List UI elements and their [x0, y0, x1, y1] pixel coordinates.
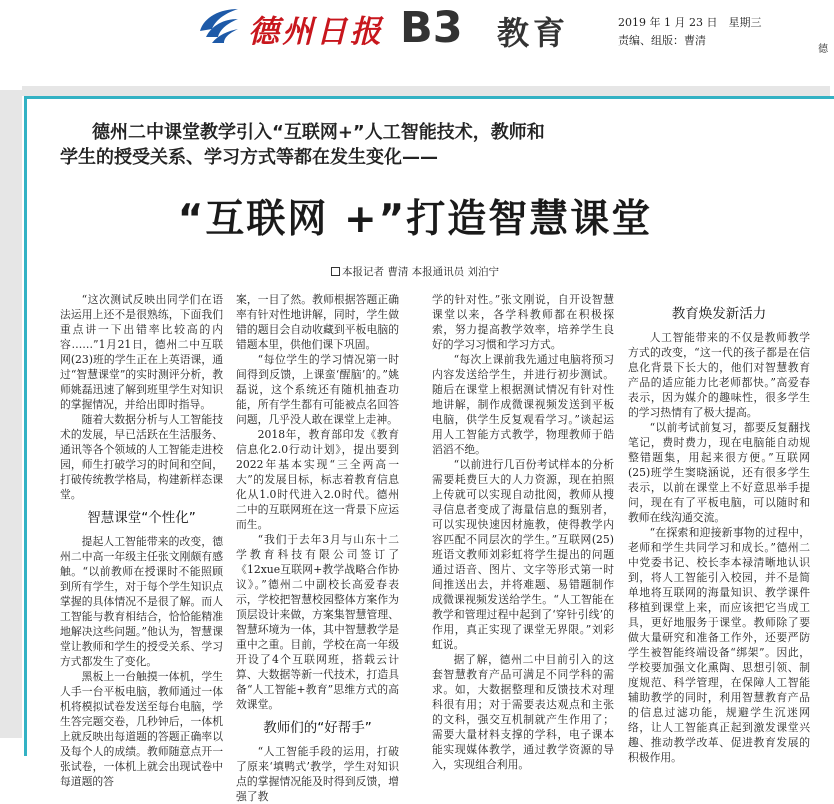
- column-3: [432, 292, 614, 772]
- issue-date: 2019 年 1 月 23 日 星期三: [618, 16, 762, 29]
- paragraph: 2018年，教育部印发《教育信息化2.0行动计划》，提出要到2022年基本实现“三全两高一大”的发展目标，标志着教育信息化从1.0时代进入2.0时代。德州二中的互联网班在这一背景下应运而生。: [236, 428, 399, 531]
- paragraph: 人工智能带来的不仅是教师教学方式的改变，“这一代的孩子都是在信息化背景下长大的，他们对智慧教育产品的适应能力比老师都快。”高爱春表示，因为媒介的趣味性，很多学生的学习热情有了极大提高。: [628, 331, 810, 419]
- square-icon: [331, 267, 340, 276]
- article-headline: “互联网 +”打造智慧课堂: [177, 197, 653, 242]
- wing-logo-icon: [196, 5, 242, 45]
- paragraph: “在探索和迎接新事物的过程中，老师和学生共同学习和成长。”德州二中党委书记、校长李本禄清晰地认识到，将人工智能引入校园，并不是简单地将互联网的海量知识、教学课件移植到课堂上来，而应该把它当成工具，更好地服务于课堂。教师除了要做大量研究和准备工作外，还要严防学生被智能终端设备“绑架”。因此，学校要加强文化熏陶、思想引领、制度规范、科学管理，在保障人工智能辅助教学的同时，利用智慧教育产品的信息过滤功能，规避学生沉迷网络，让人工智能真正起到激发课堂兴趣、推动教学改革、促进教育发展的积极作用。: [628, 526, 810, 764]
- masthead: [0, 0, 830, 86]
- byline-text: 本报记者 曹清 本报通讯员 刘泊宁: [341, 266, 499, 278]
- column-4: [628, 298, 810, 765]
- subheading: 智慧课堂“个性化”: [87, 510, 196, 526]
- kicker-line-1: 德州二中课堂教学引入“互联网+”人工智能技术，教师和: [92, 122, 545, 143]
- paragraph: “以前考试前复习，都要反复翻找笔记，费时费力，现在电脑能自动规整错题集，用起来很方便。”互联网(25)班学生窦晓涵说，还有很多学生表示，以前在课堂上不好意思举手提问，现在有了平板电脑，可以随时和教师在线沟通交流。: [628, 421, 810, 524]
- paragraph: “每次上课前我先通过电脑将预习内容发送给学生，并进行初步测试。随后在课堂上根据测试情况有针对性地讲解，制作成微课视频发送到平板电脑，供学生反复观看学习。”谈起运用人工智能方式教学，物理教师于皓滔滔不绝。: [432, 353, 614, 456]
- paragraph: 随着大数据分析与人工智能技术的发展，早已活跃在生活服务、通讯等各个领域的人工智能走进校园，师生打破学习的时间和空间，打破传统教学格局，构建新样态课堂。: [60, 413, 223, 501]
- paragraph: 案，一目了然。教师根据答题正确率有针对性地讲解，同时，学生做错的题目会自动收藏到平板电脑的错题本里，供他们课下巩固。: [236, 293, 399, 351]
- newspaper-logo-text: 德州日报: [248, 14, 384, 50]
- editor-credit: 责编、组版：曹清: [618, 34, 706, 47]
- byline: [0, 264, 830, 279]
- kicker-line-2: 学生的授受关系、学习方式等都在发生变化——: [60, 147, 438, 168]
- paragraph: “这次测试反映出同学们在语法运用上还不是很熟练，下面我们重点讲一下出错率比较高的内容……”1月21日，德州二中互联网(23)班的学生正在上英语课，通过“智慧课堂”的实时测评分析，教师姚磊迅速了解到班里学生对知识的掌握情况，并给出即时指导。: [60, 293, 223, 411]
- paragraph: “每位学生的学习情况第一时间得到反馈，上课蛮‘醒脑’的。”姚磊说，这个系统还有随机抽查功能，所有学生都有可能被点名回答问题，几乎没人敢在课堂上走神。: [236, 353, 399, 426]
- page-code: B3: [400, 3, 463, 53]
- paragraph: “人工智能手段的运用，打破了原来‘填鸭式’教学，学生对知识点的掌握情况能及时得到反馈，增强了教: [236, 745, 399, 803]
- paragraph: 据了解，德州二中目前引入的这套智慧教育产品可满足不同学科的需求。如，大数据整理和反馈技术对理科很有用；对于需要表达观点和主张的文科，强交互机制就产生作用了；需要大量材料支撑的学科，电子课本能实现媒体教学，通过教学资源的导入，实现组合利用。: [432, 653, 614, 771]
- subheading: 教育焕发新活力: [671, 306, 767, 322]
- paragraph: “我们于去年3月与山东十二学教育科技有限公司签订了《12xue互联网+教学战略合作协议》。”德州二中副校长高爱春表示，学校把智慧校园整体方案作为顶层设计来做，方案集智慧管理、智慧环境为一体，其中智慧教学是重中之重。目前，学校在高一年级开设了4个互联网班，搭载云计算、大数据等新一代技术，打造具备“人工智能+教育”思维方式的高效课堂。: [236, 533, 399, 711]
- article-kicker: [60, 120, 660, 170]
- paragraph: 提起人工智能带来的改变，德州二中高一年级主任张文刚颇有感触。“以前教师在授课时不能照顾到所有学生，对于每个学生知识点掌握的具体情况不是很了解。而人工智能与教育相结合，恰恰能精准地解决这些问题。”他认为，智慧课堂让教师和学生的授受关系、学习方式都发生了变化。: [60, 535, 223, 668]
- paragraph: 黑板上一台触摸一体机，学生人手一台平板电脑，教师通过一体机将模拟试卷发送至每台电脑，学生答完题交卷，几秒钟后，一体机上就反映出每道题的答题正确率以及每个人的成绩。教师随意点开一张试卷，一体机上就会出现试卷中每道题的答: [60, 670, 223, 788]
- page-gutter-top: [22, 86, 830, 96]
- column-2: [236, 292, 399, 804]
- section-title: 教育: [497, 14, 570, 52]
- paragraph: 学的针对性。”张文刚说，自开设智慧课堂以来，各学科教师都在积极探索，努力提高教学效率，培养学生良好的学习习惯和学习方式。: [432, 293, 614, 351]
- paragraph: “以前进行几百份考试样本的分析需要耗费巨大的人力资源，现在拍照上传就可以实现自动批阅，教师从搜寻信息者变成了海量信息的甄别者，可以实现快速因材施教，使得教学内容匹配不同层次的学生。”互联网(25)班语文教师刘彩虹将学生提出的问题通过语音、图片、文字等形式第一时间推送出去，并将难题、易错题制作成微课视频发送给学生。“人工智能在教学和管理过程中起到了‘穿针引线’的作用，真正实现了课堂无界限。”刘彩虹说。: [432, 458, 614, 651]
- subheading: 教师们的“好帮手”: [263, 720, 372, 736]
- column-1: [60, 292, 223, 789]
- edge-character: 德: [818, 44, 828, 55]
